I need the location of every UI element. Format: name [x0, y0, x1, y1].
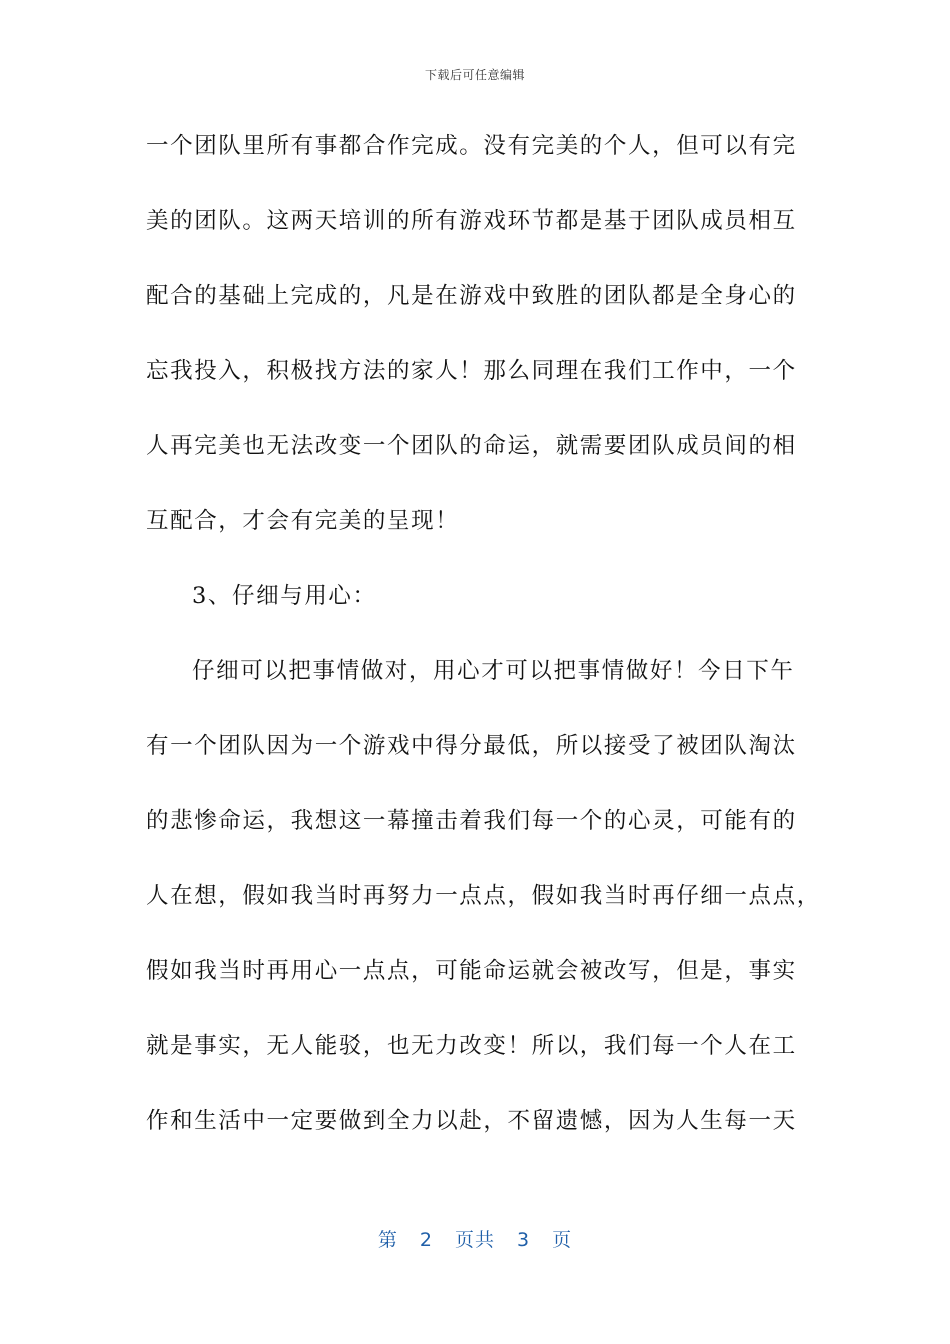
current-page-number: 2: [419, 1229, 433, 1251]
page-footer: [0, 1225, 950, 1252]
footer-suffix: 页: [552, 1229, 573, 1251]
text-line: 人在想，假如我当时再努力一点点，假如我当时再仔细一点点，: [146, 883, 821, 909]
text-line: 假如我当时再用心一点点，可能命运就会被改写，但是，事实: [146, 958, 797, 984]
text-line: 美的团队。这两天培训的所有游戏环节都是基于团队成员相互: [146, 208, 797, 234]
footer-prefix: 第: [377, 1229, 398, 1251]
section-heading: 3、仔细与用心：: [192, 583, 377, 609]
footer-middle: 页共: [454, 1229, 495, 1251]
text-line: 一个团队里所有事都合作完成。没有完美的个人，但可以有完: [146, 133, 797, 159]
page-header: 下载后可任意编辑: [424, 68, 525, 82]
document-body: [146, 129, 821, 1179]
text-line: 的悲惨命运，我想这一幕撞击着我们每一个的心灵，可能有的: [146, 808, 797, 834]
text-line: 人再完美也无法改变一个团队的命运，就需要团队成员间的相: [146, 433, 797, 459]
text-line: 仔细可以把事情做对，用心才可以把事情做好！今日下午: [192, 658, 795, 684]
total-page-number: 3: [517, 1229, 531, 1251]
text-line: 互配合，才会有完美的呈现！: [146, 508, 460, 534]
text-line: 就是事实，无人能驳，也无力改变！所以，我们每一个人在工: [146, 1033, 797, 1059]
text-line: 配合的基础上完成的，凡是在游戏中致胜的团队都是全身心的: [146, 283, 797, 309]
text-line: 忘我投入，积极找方法的家人！那么同理在我们工作中，一个: [146, 358, 797, 384]
text-line: 作和生活中一定要做到全力以赴，不留遗憾，因为人生每一天: [146, 1108, 797, 1134]
text-line: 有一个团队因为一个游戏中得分最低，所以接受了被团队淘汰: [146, 733, 797, 759]
